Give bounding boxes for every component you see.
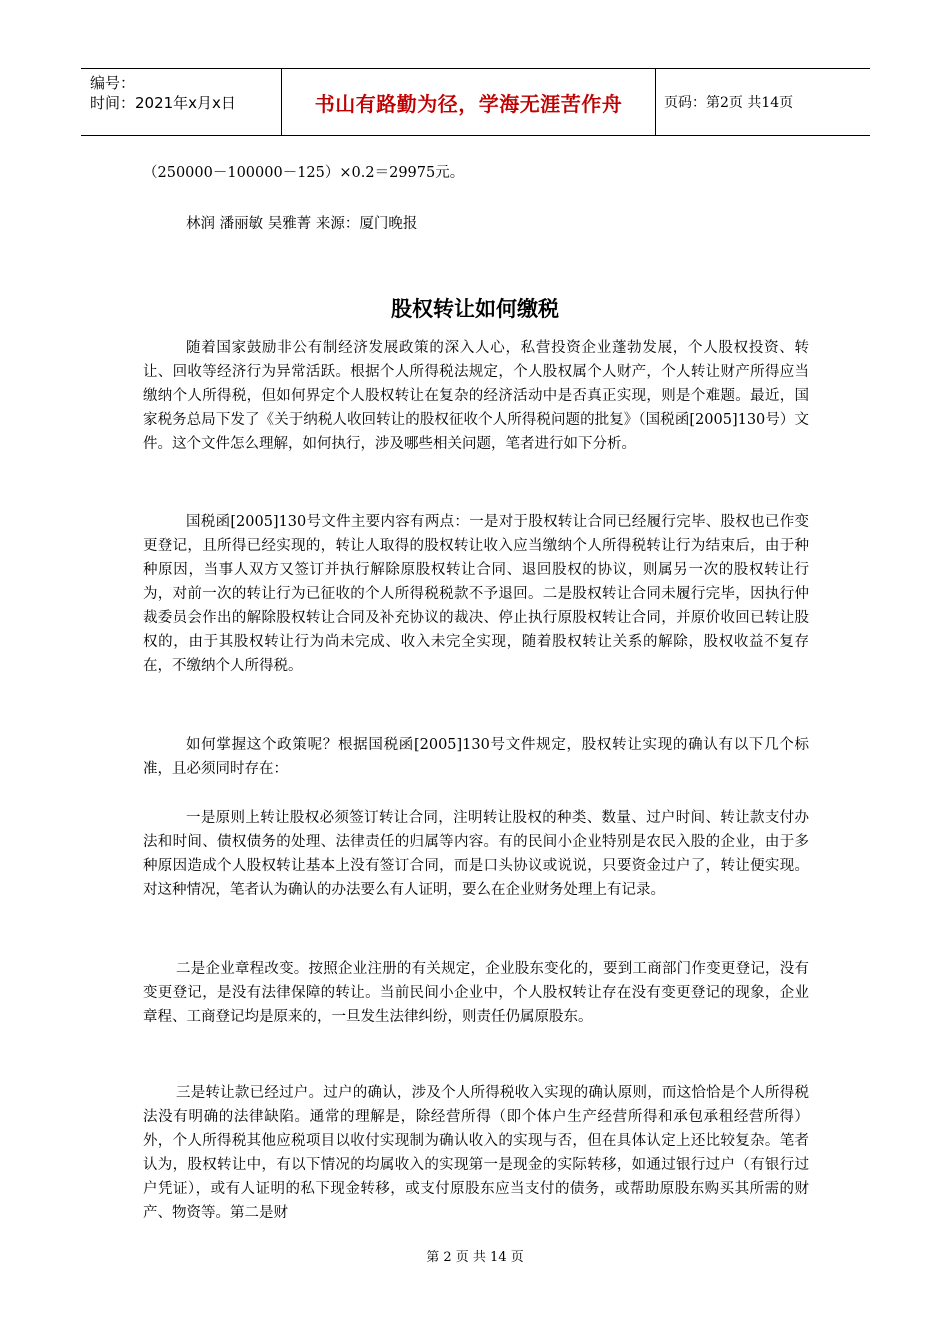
document-date: 时间：2021年x月x日: [90, 94, 236, 112]
paragraph-intro: 随着国家鼓励非公有制经济发展政策的深入人心，私营投资企业蓬勃发展，个人股权投资、转让、回收等经济行为异常活跃。根据个人所得税法规定，个人股权属个人财产，个人转让财产所得应当缴纳个人所得税，但如何界定个人股权转让在复杂的经济活动中是否真正实现，则是个难题。最近，国家税务总局下发了《关于纳税人收回转让的股权征收个人所得税问题的批复》（国税函[2005]130号）文件。这个文件怎么理解，如何执行，涉及哪些相关问题，笔者进行如下分析。: [143, 340, 809, 452]
paragraph-criterion-payment: 三是转让款已经过户。过户的确认，涉及个人所得税收入实现的确认原则，而这恰恰是个人所得税法没有明确的法律缺陷。通常的理解是，除经营所得（即个体户生产经营所得和承包承租经营所得）外，个人所得税其他应税项目以收付实现制为确认收入的实现与否，但在具体认定上还比较复杂。笔者认为，股权转让中，有以下情况的均属收入的实现第一是现金的实际转移，如通过银行过户（有银行过户凭证），或有人证明的私下现金转移，或支付原股东应当支付的债务，或帮助原股东购买其所需的财产、物资等。第二是财: [143, 1085, 809, 1221]
document-number-label: 编号：: [90, 74, 136, 92]
header-page-info: 页码：第2页 共14页: [664, 95, 794, 111]
article-byline: 林润 潘丽敏 吴雅菁 来源：厦门晚报: [186, 216, 418, 232]
header-meta: [81, 69, 282, 135]
paragraph-criterion-charter: 二是企业章程改变。按照企业注册的有关规定，企业股东变化的，要到工商部门作变更登记，没有变更登记，是没有法律保障的转让。当前民间小企业中，个人股权转让存在没有变更登记的现象，企业章程、工商登记均是原来的，一旦发生法律纠纷，则责任仍属原股东。: [143, 961, 809, 1025]
paragraph-criterion-contract: 一是原则上转让股权必须签订转让合同，注明转让股权的种类、数量、过户时间、转让款支付办法和时间、债权债务的处理、法律责任的归属等内容。有的民间小企业特别是农民入股的企业，由于多种原因造成个人股权转让基本上没有签订合同，而是口头协议或说说，只要资金过户了，转让便实现。对这种情况，笔者认为确认的办法要么有人证明，要么在企业财务处理上有记录。: [143, 810, 809, 898]
tax-formula: （250000－100000－125）×0.2＝29975元。: [143, 165, 465, 181]
article-title: 股权转让如何缴税: [391, 297, 559, 321]
page-footer: 第 2 页 共 14 页: [426, 1250, 524, 1265]
paragraph-document-content: 国税函[2005]130号文件主要内容有两点：一是对于股权转让合同已经履行完毕、股权也已作变更登记，且所得已经实现的，转让人取得的股权转让收入应当缴纳个人所得税转让行为结束后，由于种种原因，当事人双方又签订并执行解除原股权转让合同、退回股权的协议，则属另一次的股权转让行为，对前一次的转让行为已征收的个人所得税税款不予退回。二是股权转让合同未履行完毕，因执行仲裁委员会作出的解除股权转让合同及补充协议的裁决、停止执行原股权转让合同，并原价收回已转让股权的，由于其股权转让行为尚未完成、收入未完全实现，随着股权转让关系的解除，股权收益不复存在，不缴纳个人所得税。: [143, 514, 809, 674]
header-motto: 书山有路勤为径，学海无涯苦作舟: [282, 69, 656, 135]
page-header: [81, 68, 870, 136]
paragraph-policy-question: 如何掌握这个政策呢？根据国税函[2005]130号文件规定，股权转让实现的确认有以下几个标准，且必须同时存在：: [143, 737, 809, 777]
